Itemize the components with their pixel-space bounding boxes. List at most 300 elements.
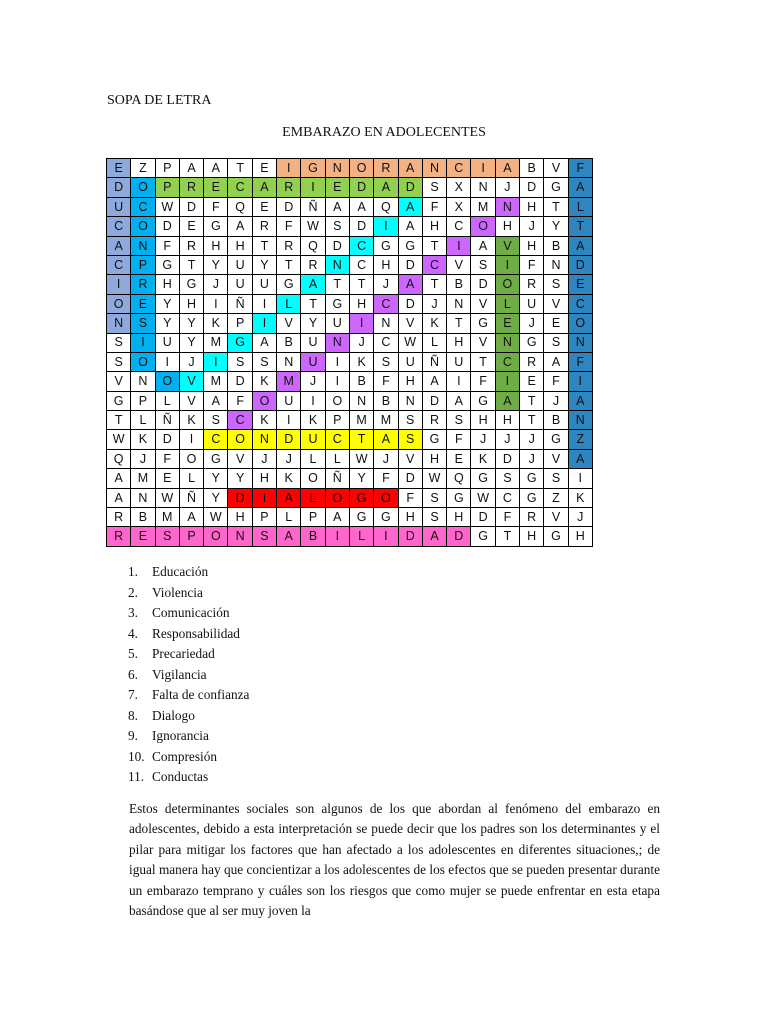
grid-cell: T <box>107 411 131 430</box>
grid-cell: A <box>107 236 131 255</box>
list-text: Dialogo <box>152 707 195 723</box>
list-item <box>128 583 249 604</box>
grid-cell: W <box>301 217 325 236</box>
grid-cell: I <box>568 372 592 391</box>
grid-cell: E <box>131 527 155 546</box>
grid-row <box>107 314 593 333</box>
grid-cell: H <box>568 527 592 546</box>
grid-cell: S <box>107 352 131 371</box>
grid-cell: D <box>568 255 592 274</box>
grid-cell: L <box>301 488 325 507</box>
list-number: 11. <box>128 769 145 784</box>
grid-cell: H <box>520 197 544 216</box>
grid-cell: Z <box>131 159 155 178</box>
grid-cell: Y <box>301 314 325 333</box>
grid-cell: D <box>398 255 422 274</box>
grid-cell: N <box>398 391 422 410</box>
grid-cell: G <box>301 159 325 178</box>
grid-cell: E <box>495 314 519 333</box>
grid-cell: J <box>495 178 519 197</box>
grid-cell: L <box>495 294 519 313</box>
grid-cell: D <box>471 508 495 527</box>
grid-cell: Y <box>204 488 228 507</box>
grid-cell: J <box>520 314 544 333</box>
grid-cell: D <box>495 449 519 468</box>
grid-cell: E <box>568 275 592 294</box>
grid-cell: S <box>204 411 228 430</box>
grid-row <box>107 217 593 236</box>
grid-cell: R <box>131 275 155 294</box>
grid-cell: M <box>204 333 228 352</box>
grid-cell: I <box>325 352 349 371</box>
grid-cell: K <box>131 430 155 449</box>
grid-cell: E <box>252 159 276 178</box>
grid-cell: R <box>252 217 276 236</box>
grid-cell: T <box>495 527 519 546</box>
grid-cell: U <box>301 352 325 371</box>
grid-cell: B <box>349 372 373 391</box>
grid-cell: E <box>107 159 131 178</box>
grid-cell: X <box>447 178 471 197</box>
grid-cell: F <box>374 469 398 488</box>
grid-cell: I <box>471 159 495 178</box>
grid-cell: F <box>422 197 446 216</box>
grid-cell: H <box>155 275 179 294</box>
grid-cell: M <box>374 411 398 430</box>
grid-cell: S <box>374 352 398 371</box>
grid-cell: O <box>131 352 155 371</box>
grid-cell: R <box>422 411 446 430</box>
grid-cell: S <box>471 255 495 274</box>
grid-cell: O <box>155 372 179 391</box>
grid-cell: R <box>301 255 325 274</box>
grid-cell: M <box>471 197 495 216</box>
grid-cell: J <box>568 508 592 527</box>
grid-row <box>107 508 593 527</box>
grid-cell: B <box>544 236 568 255</box>
grid-cell: C <box>568 294 592 313</box>
grid-cell: Q <box>447 469 471 488</box>
grid-cell: N <box>422 159 446 178</box>
grid-cell: J <box>422 294 446 313</box>
grid-row <box>107 197 593 216</box>
grid-cell: A <box>422 372 446 391</box>
grid-cell: J <box>252 449 276 468</box>
grid-cell: I <box>495 255 519 274</box>
grid-cell: P <box>155 159 179 178</box>
grid-cell: J <box>495 430 519 449</box>
grid-cell: Ñ <box>325 469 349 488</box>
grid-cell: Ñ <box>228 294 252 313</box>
grid-row <box>107 178 593 197</box>
grid-cell: L <box>301 449 325 468</box>
grid-cell: U <box>277 391 301 410</box>
grid-cell: G <box>520 469 544 488</box>
grid-cell: O <box>325 391 349 410</box>
list-item <box>128 603 249 624</box>
grid-cell: I <box>325 527 349 546</box>
grid-cell: E <box>252 197 276 216</box>
grid-cell: V <box>107 372 131 391</box>
grid-cell: V <box>398 314 422 333</box>
grid-row <box>107 255 593 274</box>
grid-cell: A <box>568 236 592 255</box>
grid-cell: Y <box>204 255 228 274</box>
grid-cell: I <box>277 159 301 178</box>
grid-cell: D <box>398 294 422 313</box>
grid-cell: J <box>520 430 544 449</box>
grid-cell: O <box>131 217 155 236</box>
grid-cell: D <box>447 527 471 546</box>
grid-cell: T <box>544 197 568 216</box>
grid-cell: F <box>471 372 495 391</box>
list-text: Violencia <box>152 584 203 600</box>
grid-cell: C <box>422 255 446 274</box>
grid-cell: U <box>301 430 325 449</box>
grid-cell: G <box>520 488 544 507</box>
grid-cell: H <box>495 411 519 430</box>
grid-cell: S <box>398 411 422 430</box>
grid-cell: C <box>374 333 398 352</box>
grid-cell: S <box>325 217 349 236</box>
grid-cell: A <box>228 217 252 236</box>
grid-cell: E <box>520 372 544 391</box>
grid-cell: L <box>131 411 155 430</box>
grid-cell: H <box>447 508 471 527</box>
grid-cell: P <box>179 527 203 546</box>
grid-cell: V <box>495 236 519 255</box>
grid-cell: N <box>544 255 568 274</box>
grid-cell: S <box>422 508 446 527</box>
grid-cell: Z <box>544 488 568 507</box>
grid-cell: G <box>349 488 373 507</box>
grid-cell: G <box>544 178 568 197</box>
word-search-title: EMBARAZO EN ADOLECENTES <box>282 125 486 140</box>
grid-cell: S <box>252 527 276 546</box>
grid-cell: U <box>252 275 276 294</box>
grid-cell: A <box>374 430 398 449</box>
grid-cell: D <box>471 275 495 294</box>
grid-cell: C <box>107 217 131 236</box>
grid-cell: S <box>252 352 276 371</box>
grid-cell: K <box>301 411 325 430</box>
grid-cell: U <box>155 333 179 352</box>
grid-cell: Y <box>252 255 276 274</box>
grid-cell: G <box>107 391 131 410</box>
list-item <box>128 624 249 645</box>
grid-cell: L <box>422 333 446 352</box>
grid-cell: O <box>131 178 155 197</box>
grid-cell: I <box>325 372 349 391</box>
grid-cell: I <box>301 391 325 410</box>
grid-cell: C <box>228 411 252 430</box>
grid-cell: H <box>374 255 398 274</box>
grid-cell: D <box>277 197 301 216</box>
grid-cell: P <box>252 508 276 527</box>
grid-cell: I <box>252 488 276 507</box>
list-text: Ignorancia <box>152 728 209 743</box>
grid-cell: A <box>349 197 373 216</box>
grid-cell: V <box>471 294 495 313</box>
grid-cell: I <box>252 294 276 313</box>
grid-cell: T <box>325 275 349 294</box>
grid-row <box>107 275 593 294</box>
grid-cell: C <box>325 430 349 449</box>
grid-cell: J <box>471 430 495 449</box>
grid-cell: T <box>252 236 276 255</box>
grid-row <box>107 411 593 430</box>
list-text: Comunicación <box>152 605 230 620</box>
grid-cell: U <box>228 255 252 274</box>
list-text: Compresión <box>152 748 218 764</box>
grid-cell: D <box>107 178 131 197</box>
grid-cell: A <box>495 391 519 410</box>
grid-cell: A <box>544 352 568 371</box>
grid-cell: U <box>520 294 544 313</box>
grid-cell: A <box>204 391 228 410</box>
grid-cell: F <box>495 508 519 527</box>
grid-cell: H <box>447 333 471 352</box>
grid-cell: I <box>107 275 131 294</box>
grid-cell: D <box>228 372 252 391</box>
grid-cell: D <box>398 178 422 197</box>
grid-cell: K <box>252 411 276 430</box>
grid-cell: Y <box>179 314 203 333</box>
grid-cell: A <box>325 508 349 527</box>
grid-cell: D <box>155 217 179 236</box>
grid-cell: R <box>520 275 544 294</box>
grid-cell: H <box>228 236 252 255</box>
grid-cell: L <box>277 294 301 313</box>
grid-cell: W <box>155 488 179 507</box>
grid-cell: A <box>204 159 228 178</box>
grid-cell: A <box>179 159 203 178</box>
grid-cell: S <box>447 411 471 430</box>
grid-cell: R <box>374 159 398 178</box>
grid-cell: C <box>228 178 252 197</box>
grid-row <box>107 391 593 410</box>
list-number: 2. <box>128 584 138 600</box>
grid-cell: G <box>204 217 228 236</box>
grid-cell: J <box>349 333 373 352</box>
grid-cell: S <box>228 352 252 371</box>
grid-cell: S <box>544 275 568 294</box>
grid-cell: I <box>179 430 203 449</box>
grid-cell: A <box>568 449 592 468</box>
grid-cell: F <box>374 372 398 391</box>
grid-cell: P <box>131 255 155 274</box>
grid-cell: Ñ <box>422 352 446 371</box>
grid-cell: P <box>131 391 155 410</box>
grid-cell: G <box>228 333 252 352</box>
grid-cell: V <box>277 314 301 333</box>
grid-cell: I <box>131 333 155 352</box>
grid-cell: V <box>471 333 495 352</box>
list-item <box>128 562 249 583</box>
list-number: 8. <box>128 707 138 723</box>
list-number: 9. <box>128 728 138 743</box>
grid-cell: U <box>447 352 471 371</box>
grid-cell: G <box>471 314 495 333</box>
list-number: 4. <box>128 625 138 641</box>
grid-cell: H <box>349 294 373 313</box>
grid-cell: I <box>447 236 471 255</box>
grid-cell: Q <box>107 449 131 468</box>
grid-cell: V <box>398 449 422 468</box>
grid-cell: G <box>544 430 568 449</box>
grid-cell: L <box>155 391 179 410</box>
grid-cell: O <box>228 430 252 449</box>
word-search-grid <box>106 158 593 547</box>
grid-cell: Y <box>544 217 568 236</box>
grid-cell: N <box>568 333 592 352</box>
grid-cell: N <box>495 333 519 352</box>
grid-cell: P <box>301 508 325 527</box>
grid-row <box>107 469 593 488</box>
grid-cell: T <box>349 275 373 294</box>
grid-cell: Y <box>349 469 373 488</box>
grid-row <box>107 527 593 546</box>
grid-cell: I <box>349 314 373 333</box>
grid-cell: W <box>398 333 422 352</box>
grid-cell: I <box>447 372 471 391</box>
grid-cell: O <box>568 314 592 333</box>
grid-cell: L <box>349 527 373 546</box>
grid-cell: R <box>520 508 544 527</box>
grid-cell: H <box>520 527 544 546</box>
grid-cell: K <box>568 488 592 507</box>
list-number: 3. <box>128 605 138 620</box>
list-item <box>128 685 249 706</box>
grid-cell: O <box>325 488 349 507</box>
grid-cell: G <box>544 527 568 546</box>
grid-cell: B <box>520 159 544 178</box>
grid-row <box>107 449 593 468</box>
grid-cell: R <box>277 178 301 197</box>
grid-cell: N <box>374 314 398 333</box>
grid-cell: F <box>398 488 422 507</box>
grid-cell: T <box>228 159 252 178</box>
grid-cell: Y <box>155 314 179 333</box>
grid-cell: Y <box>228 469 252 488</box>
grid-cell: B <box>544 411 568 430</box>
grid-cell: W <box>155 197 179 216</box>
grid-cell: T <box>301 294 325 313</box>
grid-row <box>107 352 593 371</box>
grid-cell: E <box>179 217 203 236</box>
grid-cell: A <box>568 178 592 197</box>
grid-cell: O <box>374 488 398 507</box>
grid-cell: N <box>471 178 495 197</box>
grid-cell: S <box>107 333 131 352</box>
grid-cell: E <box>544 314 568 333</box>
grid-cell: N <box>325 159 349 178</box>
grid-cell: G <box>179 275 203 294</box>
grid-cell: N <box>568 411 592 430</box>
grid-cell: T <box>568 217 592 236</box>
grid-cell: A <box>252 178 276 197</box>
grid-cell: S <box>422 488 446 507</box>
grid-cell: M <box>131 469 155 488</box>
grid-cell: G <box>155 255 179 274</box>
grid-cell: B <box>374 391 398 410</box>
grid-cell: F <box>155 236 179 255</box>
grid-cell: B <box>447 275 471 294</box>
grid-cell: A <box>422 527 446 546</box>
list-item <box>128 706 249 727</box>
list-item <box>128 665 249 686</box>
grid-cell: A <box>447 391 471 410</box>
grid-cell: K <box>277 469 301 488</box>
grid-cell: Q <box>301 236 325 255</box>
grid-cell: D <box>179 197 203 216</box>
grid-cell: C <box>374 294 398 313</box>
list-text: Educación <box>152 564 209 579</box>
grid-cell: V <box>179 391 203 410</box>
grid-cell: R <box>520 352 544 371</box>
grid-cell: D <box>349 178 373 197</box>
grid-cell: N <box>277 352 301 371</box>
grid-cell: L <box>277 508 301 527</box>
grid-row <box>107 294 593 313</box>
grid-cell: I <box>374 217 398 236</box>
grid-cell: B <box>277 333 301 352</box>
grid-cell: H <box>422 217 446 236</box>
grid-cell: V <box>447 255 471 274</box>
grid-cell: N <box>131 236 155 255</box>
grid-cell: G <box>204 449 228 468</box>
grid-cell: U <box>228 275 252 294</box>
grid-cell: A <box>495 159 519 178</box>
grid-cell: W <box>349 449 373 468</box>
grid-cell: V <box>544 294 568 313</box>
grid-cell: S <box>544 469 568 488</box>
grid-cell: H <box>495 217 519 236</box>
grid-cell: T <box>277 255 301 274</box>
grid-cell: R <box>107 508 131 527</box>
grid-cell: W <box>204 508 228 527</box>
grid-cell: A <box>277 488 301 507</box>
grid-cell: A <box>398 275 422 294</box>
grid-cell: J <box>374 275 398 294</box>
grid-cell: T <box>447 314 471 333</box>
grid-cell: M <box>155 508 179 527</box>
grid-cell: Ñ <box>155 411 179 430</box>
grid-cell: P <box>325 411 349 430</box>
grid-cell: F <box>277 217 301 236</box>
grid-cell: D <box>398 527 422 546</box>
grid-row <box>107 333 593 352</box>
list-number: 7. <box>128 687 138 702</box>
grid-cell: F <box>228 391 252 410</box>
grid-cell: C <box>131 197 155 216</box>
grid-cell: H <box>252 469 276 488</box>
grid-cell: N <box>131 372 155 391</box>
list-number: 1. <box>128 564 138 579</box>
word-list <box>128 562 249 788</box>
list-text: Vigilancia <box>152 666 207 682</box>
grid-cell: G <box>471 469 495 488</box>
grid-cell: E <box>447 449 471 468</box>
grid-cell: O <box>349 159 373 178</box>
grid-cell: A <box>107 469 131 488</box>
grid-cell: K <box>349 352 373 371</box>
grid-cell: J <box>544 391 568 410</box>
grid-cell: F <box>447 430 471 449</box>
grid-cell: D <box>325 236 349 255</box>
grid-cell: H <box>398 508 422 527</box>
grid-cell: D <box>349 217 373 236</box>
